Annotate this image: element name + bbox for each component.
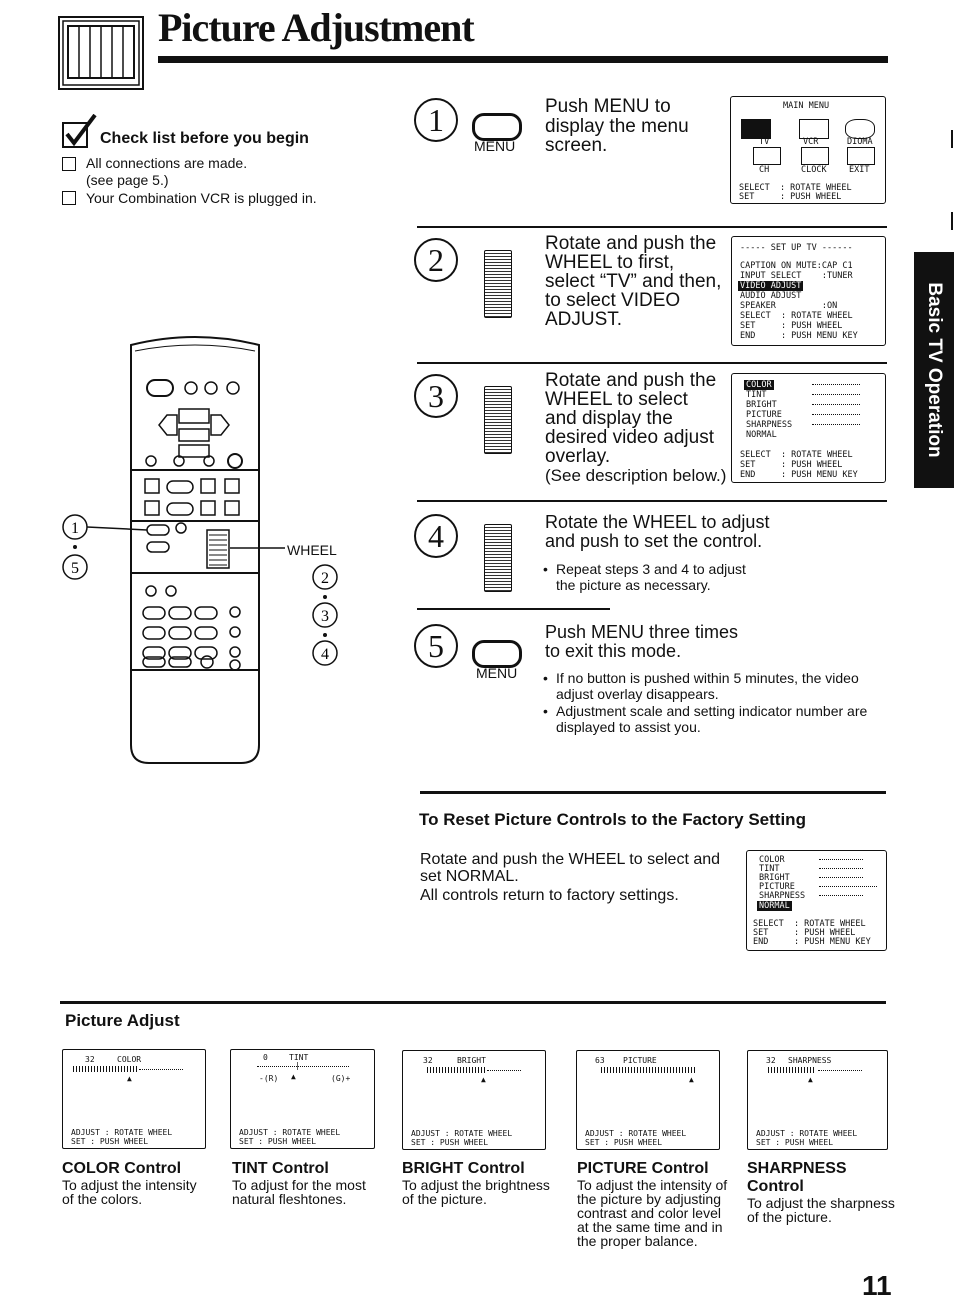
menu-button-label: MENU bbox=[474, 138, 516, 154]
step-text: to exit this mode. bbox=[545, 641, 682, 661]
sharpness-screen: 32 SHARPNESS ▲ ADJUST : ROTATE WHEEL SET : PUSH WHEEL bbox=[747, 1050, 888, 1150]
menu-button-icon bbox=[472, 113, 522, 141]
svg-text:2: 2 bbox=[321, 570, 329, 587]
control-desc: the proper balance. bbox=[577, 1233, 698, 1249]
control-desc: To adjust the intensity bbox=[62, 1177, 197, 1193]
menu-icon-label: DIOMA bbox=[847, 137, 873, 147]
bullet-dot: • bbox=[543, 561, 548, 577]
title-rule bbox=[158, 56, 888, 63]
step-text: Rotate and push the bbox=[545, 233, 717, 254]
step-note: Repeat steps 3 and 4 to adjust bbox=[556, 561, 746, 577]
control-desc: natural fleshtones. bbox=[232, 1191, 347, 1207]
right-edge-mark bbox=[951, 212, 953, 230]
control-desc: To adjust the sharpness bbox=[747, 1195, 895, 1211]
right-edge-mark bbox=[951, 130, 953, 148]
step-divider bbox=[417, 362, 887, 364]
section-tab: Basic TV Operation bbox=[914, 252, 954, 488]
control-desc: To adjust the intensity of bbox=[577, 1177, 728, 1193]
reset-section-title: To Reset Picture Controls to the Factory Setting bbox=[419, 810, 806, 829]
bullet-dot: • bbox=[543, 703, 548, 719]
tv-icon bbox=[741, 119, 771, 139]
step-note: displayed to assist you. bbox=[556, 719, 701, 735]
reset-text: Rotate and push the WHEEL to select and bbox=[420, 851, 721, 868]
step-text: display the menu bbox=[545, 116, 689, 137]
menu-icon-label: CLOCK bbox=[801, 165, 827, 175]
checklist-item: (see page 5.) bbox=[86, 172, 169, 188]
menu-icon-label: VCR bbox=[803, 137, 819, 147]
step-text: desired video adjust bbox=[545, 427, 714, 448]
menu-icon-label: EXIT bbox=[849, 165, 870, 175]
setup-tv-screen: ----- SET UP TV ------ CAPTION ON MUTE:CAP C1 INPUT SELECT :TUNER VIDEO ADJUST AUDIO ADJUST SPEAKER :ON SELECT : ROTATE WHEEL SET : PUSH WHEEL END : PUSH MENU KEY bbox=[731, 236, 886, 346]
step-note: adjust overlay disappears. bbox=[556, 686, 719, 702]
step-text: screen. bbox=[545, 135, 608, 156]
control-desc: To adjust the brightness bbox=[402, 1177, 550, 1193]
dioma-icon bbox=[845, 119, 875, 139]
step-text: and display the bbox=[545, 408, 673, 429]
step-text: and push to set the control. bbox=[545, 531, 763, 551]
control-desc: of the picture. bbox=[747, 1209, 832, 1225]
bullet-dot: • bbox=[543, 670, 548, 686]
tint-screen: 0 TINT | -(R) ▲ (G)+ ADJUST : ROTATE WHEEL SET : PUSH WHEEL bbox=[230, 1049, 375, 1149]
step-text: Push MENU to bbox=[545, 96, 671, 117]
picture-adjust-title: Picture Adjust bbox=[65, 1011, 180, 1030]
reset-text: set NORMAL. bbox=[420, 868, 519, 885]
control-desc: contrast and color level bbox=[577, 1205, 721, 1221]
control-desc: the picture by adjusting bbox=[577, 1191, 721, 1207]
page-title: Picture Adjustment bbox=[158, 5, 474, 50]
step-text: WHEEL to first, bbox=[545, 252, 675, 273]
step-text: Rotate and push the bbox=[545, 370, 717, 391]
svg-text:1: 1 bbox=[71, 520, 79, 537]
menu-icon-label: TV bbox=[759, 137, 770, 147]
menu-icon-label: CH bbox=[759, 165, 770, 175]
control-title: BRIGHT Control bbox=[402, 1160, 525, 1177]
step-text: (See description below.) bbox=[545, 466, 727, 485]
video-adjust-screen: COLOR TINT BRIGHT PICTURE SHARPNESS NORMAL SELECT : ROTATE WHEEL SET : PUSH WHEEL END : PUSH MENU KEY bbox=[731, 373, 886, 483]
control-title: TINT Control bbox=[232, 1160, 329, 1177]
step-note: If no button is pushed within 5 minutes, the video bbox=[556, 670, 859, 686]
step-number: 3 bbox=[414, 374, 458, 418]
checkmark-icon bbox=[62, 114, 98, 148]
bright-screen: 32 BRIGHT ▲ ADJUST : ROTATE WHEEL SET : PUSH WHEEL bbox=[402, 1050, 546, 1150]
menu-button-label: MENU bbox=[476, 665, 518, 681]
checkbox bbox=[62, 191, 76, 205]
control-desc: at the same time and in bbox=[577, 1219, 723, 1235]
screen-line: SELECT : ROTATE WHEEL bbox=[739, 183, 852, 193]
exit-icon bbox=[847, 147, 875, 165]
step-number: 1 bbox=[414, 98, 458, 142]
menu-button-icon bbox=[472, 640, 522, 668]
step-text: Push MENU three times bbox=[545, 622, 739, 642]
wheel-icon bbox=[484, 386, 512, 454]
control-desc: of the colors. bbox=[62, 1191, 143, 1207]
checklist-item: Your Combination VCR is plugged in. bbox=[86, 190, 317, 206]
step-number: 4 bbox=[414, 514, 458, 558]
control-title: COLOR Control bbox=[62, 1160, 182, 1177]
step-text: to select VIDEO bbox=[545, 290, 681, 311]
step-text: ADJUST. bbox=[545, 309, 623, 330]
svg-text:4: 4 bbox=[321, 646, 329, 663]
page-number: 11 bbox=[862, 1270, 892, 1301]
tv-icon bbox=[58, 16, 144, 90]
svg-text:5: 5 bbox=[71, 560, 79, 577]
checklist-title: Check list before you begin bbox=[100, 130, 309, 147]
wheel-icon bbox=[484, 524, 512, 592]
control-title: Control bbox=[747, 1178, 804, 1195]
step-text: overlay. bbox=[545, 446, 611, 467]
step-text: WHEEL to select bbox=[545, 389, 688, 410]
step-note: Adjustment scale and setting indicator number are bbox=[556, 703, 868, 719]
svg-text:3: 3 bbox=[321, 608, 329, 625]
vcr-icon bbox=[799, 119, 829, 139]
color-screen: 32 COLOR ▲ ADJUST : ROTATE WHEEL SET : PUSH WHEEL bbox=[62, 1049, 206, 1149]
control-title: PICTURE Control bbox=[577, 1160, 709, 1177]
reset-screen: COLOR TINT BRIGHT PICTURE SHARPNESS NORMAL SELECT : ROTATE WHEEL SET : PUSH WHEEL END : PUSH MENU KEY bbox=[746, 850, 887, 951]
checklist-item: All connections are made. bbox=[86, 155, 248, 171]
step-text: select “TV” and then, bbox=[545, 271, 722, 292]
step-divider bbox=[417, 608, 610, 610]
section-rule bbox=[60, 1001, 886, 1004]
ch-icon bbox=[753, 147, 781, 165]
control-desc: of the picture. bbox=[402, 1191, 487, 1207]
clock-icon bbox=[801, 147, 829, 165]
step-note: the picture as necessary. bbox=[556, 577, 711, 593]
checkbox bbox=[62, 157, 76, 171]
picture-screen: 63 PICTURE ▲ ADJUST : ROTATE WHEEL SET : PUSH WHEEL bbox=[576, 1050, 720, 1150]
section-rule bbox=[420, 791, 886, 794]
step-text: Rotate the WHEEL to adjust bbox=[545, 512, 770, 532]
step-number: 5 bbox=[414, 624, 458, 668]
step-number: 2 bbox=[414, 238, 458, 282]
step-divider bbox=[417, 226, 887, 228]
step-divider bbox=[417, 500, 887, 502]
main-menu-screen: MAIN MENU TV VCR DIOMA CH CLOCK EXIT SELECT : ROTATE WHEEL SET : PUSH WHEEL bbox=[730, 96, 886, 204]
wheel-label: WHEEL bbox=[287, 542, 337, 558]
wheel-icon bbox=[484, 250, 512, 318]
control-desc: To adjust for the most bbox=[232, 1177, 366, 1193]
control-title: SHARPNESS bbox=[747, 1160, 847, 1177]
screen-line: SET : PUSH WHEEL bbox=[739, 192, 842, 202]
reset-text: All controls return to factory settings. bbox=[420, 887, 679, 904]
